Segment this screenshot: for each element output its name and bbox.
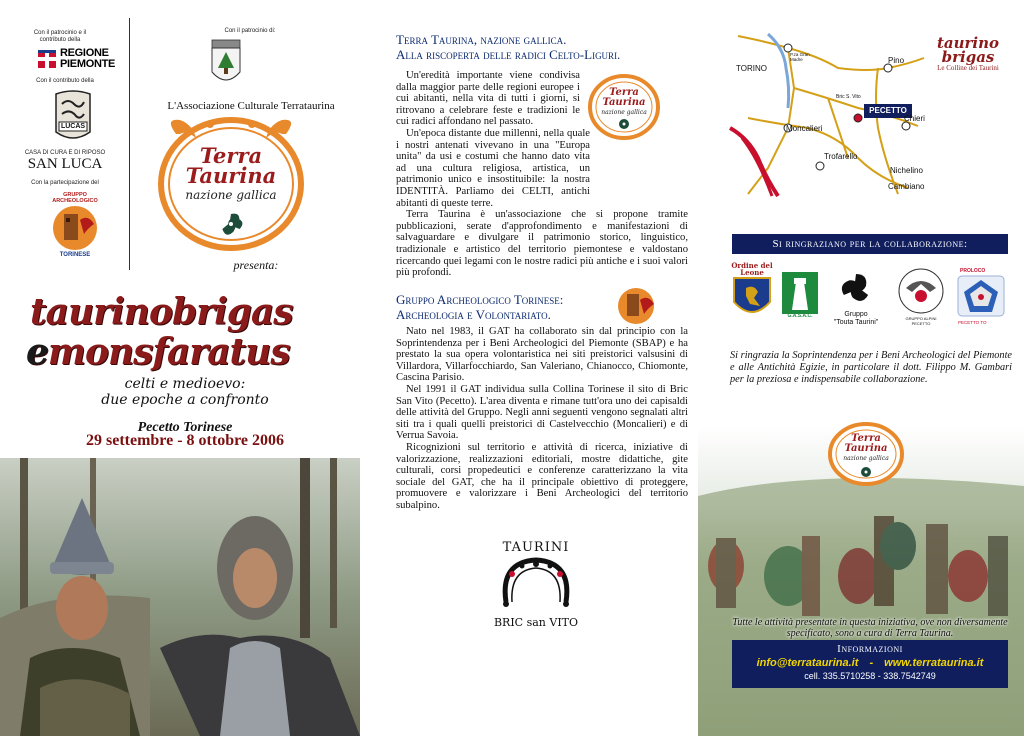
alpini-label: GRUPPO ALPINI PECETTO — [905, 316, 937, 326]
lucas-emblem-icon — [50, 88, 96, 146]
gat-small-logo — [606, 276, 666, 332]
subtitle — [40, 376, 330, 408]
small-logo-taurina: Taurina — [602, 97, 646, 108]
thanks-header-bar: Si ringraziano per la collaborazione: — [732, 234, 1008, 254]
lucas-logo — [50, 88, 96, 146]
lion-shield-icon — [732, 276, 772, 322]
gat-logo — [40, 190, 110, 260]
gat-small-icon — [606, 276, 666, 332]
associazione-name: L'Associazione Culturale Terrataurina — [167, 100, 335, 112]
map-cambiano: Cambiano — [888, 182, 925, 191]
terra-taurina-footer-icon — [826, 420, 906, 488]
map-torino: TORINO — [736, 64, 767, 73]
regione-line1: REGIONE — [60, 47, 109, 59]
logo-nazione-word: nazione gallica — [185, 188, 277, 202]
thanks-text: Si ringrazia la Soprintendenza per i Beni Archeologici del Piemonte e alle Antichità Egizie, in particolare il dott. Filippo M. Gambari per la preziosa e indispensabile collaborazione. — [730, 350, 1012, 385]
taurini-bric-logo — [490, 540, 582, 636]
gasac-label: G.A.S.A.C. — [787, 313, 813, 319]
touta-taurini-logo — [826, 270, 886, 327]
brand-title: taurino brigas — [936, 34, 1000, 66]
lucas-label: LUCAS — [60, 123, 86, 130]
regione-flag-icon — [38, 50, 56, 68]
pecetto-to-label: PECETTO TO — [958, 320, 987, 325]
gat-top-label: GRUPPO ARCHEOLOGICO — [52, 192, 98, 204]
sponsors-column — [0, 18, 130, 270]
section-gat-title-line1: Gruppo Archeologico Torinese: — [396, 292, 564, 307]
triskelion-icon — [836, 270, 876, 306]
proloco-label: PROLOCO — [960, 268, 986, 274]
presenta-label: presenta: — [233, 258, 279, 272]
cover-photo-warriors — [0, 458, 360, 736]
patrocinio-regione-label: Con il patrocinio e il contributo della — [33, 30, 87, 43]
ordine-label: Ordine del Leone — [731, 261, 773, 277]
gat-paragraph-1: Nato nel 1983, il GAT ha collaborato sin dal principio con la Soprintendenza per i Beni Archeologici del Piemonte (SBAP) e ha prestato la sua opera volontaristica nei siti preistorici valsusini di Villardora, Villarfocchiardo, San Valeriano, Chianocco, Chiomonte, Cascina Parisio. — [396, 326, 688, 384]
main-title-line1: taurinobrigas — [30, 291, 293, 333]
info-contacts — [732, 656, 1008, 670]
terra-paragraph-3: Terra Taurina è un'associazione che si propone tramite pubblicazioni, serate d'approfondimento e manifestazioni di salvaguardare e divulgare il patrimonio storico, linguistico, tradizionale e artistico del territorio piemontese e valdostano ricercando quei legami con le nostre radici più antiche e i suoi valori più profondi. — [396, 209, 688, 279]
casa-cura-label: CASA DI CURA E DI RIPOSO — [24, 150, 106, 156]
subtitle-line2: due epoche a confronto — [101, 392, 269, 408]
event-dates: 29 settembre - 8 ottobre 2006 — [85, 432, 285, 449]
map-chieri: Chieri — [904, 114, 925, 123]
main-title-line2 — [26, 332, 346, 372]
section-terra-body — [396, 70, 688, 279]
terra-paragraph-2: Un'epoca distante due millenni, nella quale i nostri antenati vivevano in una "Europa unita" da usi e costumi che hanno dato vita ad una cultura religiosa, artistica, un patrimonio unico e insostituibile: la nostra IDENTITÀ. Parliamo dei CELTI, antichi abitanti di queste terre. — [396, 127, 590, 209]
crest-icon — [204, 38, 248, 92]
section-terra-title — [396, 32, 686, 62]
map-nichelino: Nichelino — [890, 166, 923, 175]
map-trofarello: Trofarello — [824, 152, 858, 161]
map-pza: P.za Gran Madre — [790, 52, 810, 62]
contributo-label: Con il contributo della — [36, 78, 94, 84]
proloco-pentagon-icon — [956, 274, 1006, 318]
gasac-logo — [782, 272, 818, 327]
logo-taurina-word: Taurina — [185, 163, 277, 188]
small-logo-terra: Terra — [609, 87, 639, 98]
main-title-monsfaratus: monsfaratus — [47, 331, 290, 373]
map-bric: Bric S. Vito — [836, 94, 861, 100]
partecipazione-label: Con la partecipazione del — [31, 180, 99, 186]
footer-logo-taurina: Taurina — [844, 443, 888, 454]
footer-logo-terra: Terra — [851, 433, 881, 444]
info-box — [732, 640, 1008, 688]
regione-line2: PIEMONTE — [60, 58, 116, 70]
map-pino: Pino — [888, 56, 905, 65]
san-luca-name: SAN LUCA — [27, 156, 103, 172]
info-panel — [362, 0, 698, 736]
footer-logo-nazione: nazione gallica — [843, 455, 889, 462]
small-logo-nazione: nazione gallica — [601, 109, 647, 116]
terra-paragraph-1: Un'eredità importante viene condivisa dalla maggior parte delle regioni europee i cui abitanti, nella vita di tutti i giorni, si ritrovano a celebrare feste e tradizioni le cui radici affondano nel passato. — [396, 70, 580, 128]
patrocinio-comune-label: Con il patrocinio di: — [224, 28, 276, 34]
brand-subtitle: Le Colline dei Taurini — [937, 64, 999, 72]
email-link[interactable]: info@terrataurina.it — [756, 657, 859, 669]
map-moncalieri: Moncalieri — [786, 124, 823, 133]
gat-paragraph-3: Ricognizioni sul territorio e attività di ricerca, iniziative di valorizzazione, realizzazioni editoriali, mostre didattiche, gite culturali, corsi propedeutici e conferenze caratterizzano la vita sociale del GAT, che ha il principale obiettivo di proteggere, promuovere e valorizzare i Beni Archeologici del territorio subalpino. — [396, 441, 688, 511]
contact-separator: - — [869, 657, 874, 669]
taurini-logo-bottom: BRIC san VITO — [493, 616, 579, 629]
terra-taurina-logo — [156, 114, 306, 254]
subtitle-line1: celti e medioevo: — [124, 376, 246, 392]
info-header: Informazioni — [837, 643, 903, 655]
comune-pecetto-crest — [204, 38, 248, 92]
touta-label: "Touta Taurini" — [833, 319, 879, 326]
main-title-e: e — [26, 331, 48, 373]
section-gat-body — [396, 326, 688, 512]
partner-logos-row — [730, 262, 1012, 332]
activities-note: Tutte le attività presentate in questa iniziativa, ove non diversamente specificato, sono a cura di Terra Taurina. — [732, 617, 1008, 639]
regione-piemonte-logo — [36, 44, 122, 72]
location-map — [728, 28, 928, 198]
gat-paragraph-2: Nel 1991 il GAT individua sulla Collina Torinese il sito di Bric San Vito (Pecetto). L'area diventa e rimane tutt'ora uno dei capisaldi delle attività del Gruppo. Negli anni seguenti vengono segnalati altri siti tra i quali quelli preistorici di Castelvecchio (Moncalieri) e di Verrua Savoia. — [396, 383, 688, 442]
terra-taurina-logo-footer — [826, 420, 906, 488]
phone-numbers: cell. 335.5710258 - 338.7542749 — [804, 671, 936, 681]
ordine-leone-logo — [730, 262, 774, 327]
cover-panel — [0, 0, 362, 736]
taurino-brigas-brand — [928, 36, 1008, 72]
gruppo-label: Gruppo — [844, 311, 868, 318]
proloco-logo — [956, 268, 1010, 328]
section-gat-title-line2: Archeologia e Volontariato. — [396, 307, 551, 322]
map-pecetto: PECETTO — [869, 106, 907, 115]
contacts-panel — [698, 0, 1024, 736]
section-terra-title-line2: Alla riscoperta delle radici Celto-Liguri. — [396, 47, 621, 62]
section-terra-title-line1: Terra Taurina, nazione gallica. — [396, 32, 567, 47]
warriors-photo-image — [0, 458, 360, 736]
logo-terra-word: Terra — [199, 143, 263, 168]
event-place: Pecetto Torinese — [137, 420, 233, 435]
alpini-eagle-icon — [896, 266, 946, 316]
website-link[interactable]: www.terrataurina.it — [884, 657, 984, 669]
taurini-logo-top: TAURINI — [502, 540, 570, 555]
alpini-logo — [896, 266, 946, 326]
gat-bottom-label: TORINESE — [59, 252, 91, 258]
